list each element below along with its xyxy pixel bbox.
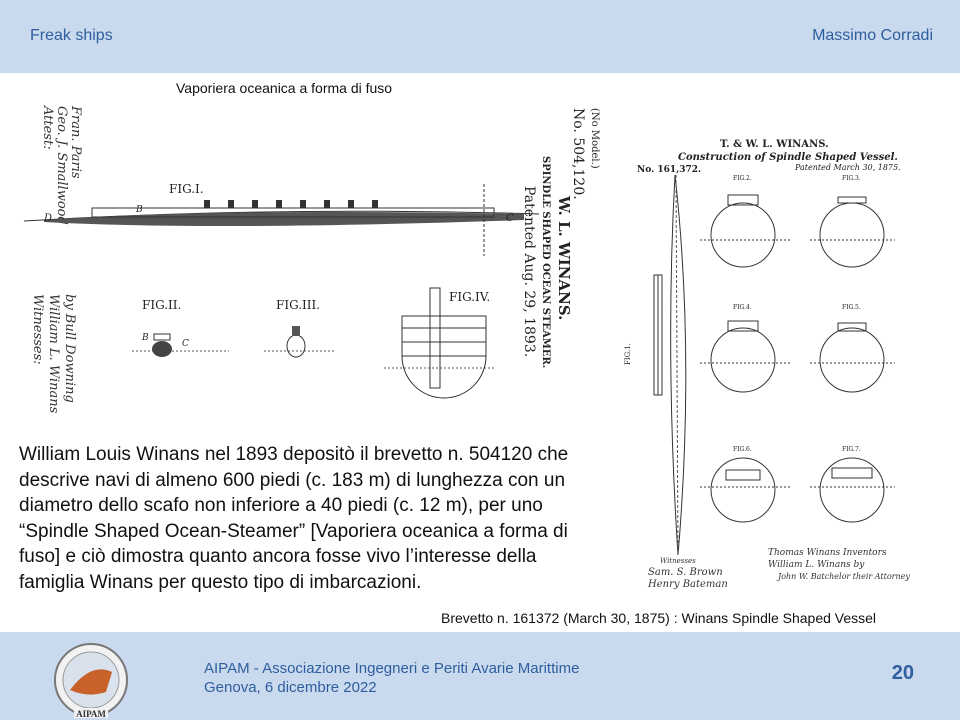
author-name: Massimo Corradi xyxy=(812,27,933,44)
svg-text:Fran. Paris: Fran. Paris xyxy=(68,106,83,179)
svg-text:Witnesses: Witnesses xyxy=(660,557,696,565)
fig-4-label: FIG.4. xyxy=(733,304,752,311)
event-date: Genova, 6 dicembre 2022 xyxy=(204,679,377,696)
svg-text:C: C xyxy=(506,213,514,224)
svg-text:C: C xyxy=(182,339,189,349)
svg-text:Henry Bateman: Henry Bateman xyxy=(648,579,728,590)
figure-caption-right: Brevetto n. 161372 (March 30, 1875) : Winans Spindle Shaped Vessel xyxy=(441,610,877,626)
svg-text:John W. Batchelor their Attor: John W. Batchelor their Attorney xyxy=(778,572,910,581)
svg-text:FIG.1.: FIG.1. xyxy=(624,343,632,365)
fig-i-label: FIG.I. xyxy=(169,182,204,196)
svg-text:B: B xyxy=(142,333,149,343)
patent-title-right: Construction of Spindle Shaped Vessel. xyxy=(678,152,898,163)
figure-caption-left: Vaporiera oceanica a forma di fuso xyxy=(176,80,393,96)
patent-number-left: No. 504,120. xyxy=(570,108,586,200)
patent-number-right: No. 161,372. xyxy=(637,165,702,175)
patent-names-right: T. & W. L. WINANS. xyxy=(720,139,829,150)
svg-text:AIPAM: AIPAM xyxy=(76,709,106,719)
svg-text:D: D xyxy=(44,213,53,224)
patent-date-left: Patented Aug. 29, 1893. xyxy=(521,186,537,358)
deck-title: Freak ships xyxy=(30,27,113,44)
svg-text:by Bull Downing: by Bull Downing xyxy=(62,294,77,403)
svg-text:Attest:: Attest: xyxy=(40,106,55,150)
page-number: 20 xyxy=(891,662,914,684)
inventor-name: W. L. WINANS. xyxy=(555,196,573,321)
fig-ii-label: FIG.II. xyxy=(142,298,182,312)
svg-text:William L. Winans: William L. Winans xyxy=(46,294,61,414)
svg-text:Geo. J. Smallwood: Geo. J. Smallwood xyxy=(54,106,69,225)
fig-iii-label: FIG.III. xyxy=(276,298,321,312)
model-note: (No Model.) xyxy=(589,108,600,169)
patent-drawing-1875 xyxy=(620,135,930,595)
patent-drawing-1893 xyxy=(14,96,604,436)
fig-3-label: FIG.3. xyxy=(842,175,861,182)
body-text: William Louis Winans nel 1893 depositò il brevetto n. 504120 che descrive navi di almeno 600 piedi (c. 183 m) di lunghezza con un diametro dello scafo non inferiore a 40 piedi (c. 12 m), per uno “Spindle Shaped Ocean-Steamer” [Vaporiera oceanica a forma di fuso] e ciò dimostra quanto ancora fosse vivo l’interesse della famiglia Winans per questo tipo di imbarcazioni. xyxy=(19,444,569,593)
fig-2-label: FIG.2. xyxy=(733,175,752,182)
header-band xyxy=(0,0,960,73)
patent-subject: SPINDLE SHAPED OCEAN STEAMER. xyxy=(540,156,551,369)
svg-text:B: B xyxy=(136,205,143,215)
body-paragraph xyxy=(19,442,599,595)
fig-7-label: FIG.7. xyxy=(842,446,861,453)
organization-name: AIPAM - Associazione Ingegneri e Periti Avarie Marittime xyxy=(204,660,580,677)
svg-text:Sam. S. Brown: Sam. S. Brown xyxy=(648,567,723,578)
patent-date-right: Patented March 30, 1875. xyxy=(795,163,901,172)
fig-5-label: FIG.5. xyxy=(842,304,861,311)
aipam-logo xyxy=(52,642,130,720)
svg-text:Witnesses:: Witnesses: xyxy=(30,294,45,365)
fig-iv-label: FIG.IV. xyxy=(449,290,491,304)
svg-text:William L. Winans by: William L. Winans by xyxy=(768,560,865,570)
footer-band xyxy=(0,632,960,720)
fig-6-label: FIG.6. xyxy=(733,446,752,453)
svg-text:Thomas Winans Inventors: Thomas Winans Inventors xyxy=(768,548,887,558)
